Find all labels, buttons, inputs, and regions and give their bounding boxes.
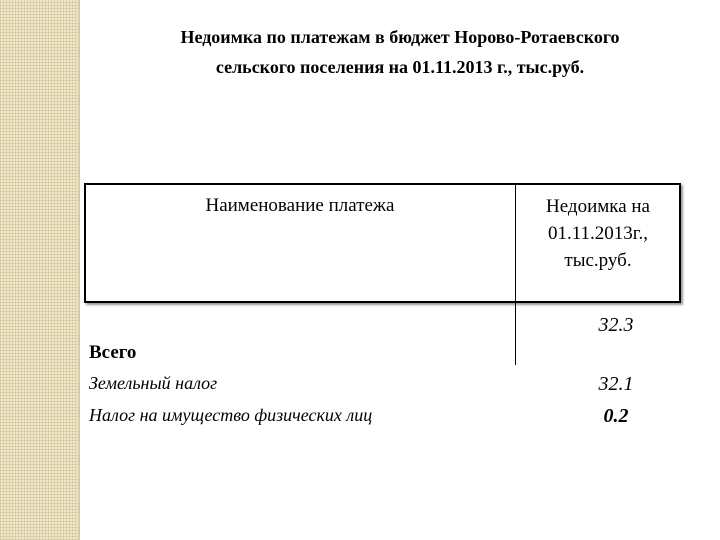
column-header-value	[516, 193, 680, 274]
column-header-name: Наименование платежа	[205, 195, 395, 216]
decorative-side-stripe	[0, 0, 78, 540]
row-land-tax-value: 32.1	[598, 373, 634, 395]
page-title-line-1: Недоимка по платежам в бюджет Норово-Ротаевского	[180, 27, 620, 47]
column-header-value-line-3: тыс.руб.	[564, 250, 632, 271]
row-property-tax-value: 0.2	[603, 405, 629, 427]
page-title-line-2: сельского поселения на 01.11.2013 г., тыс.руб.	[215, 57, 585, 77]
column-header-value-line-1: Недоимка на	[546, 196, 650, 217]
row-property-tax-label: Налог на имущество физических лиц	[89, 405, 373, 425]
column-header-value-line-2: 01.11.2013г.,	[548, 223, 648, 244]
row-total-value: 32.3	[598, 314, 634, 336]
row-total-label: Всего	[89, 342, 137, 363]
page-title	[80, 22, 720, 82]
row-land-tax-label: Земельный налог	[89, 373, 218, 393]
